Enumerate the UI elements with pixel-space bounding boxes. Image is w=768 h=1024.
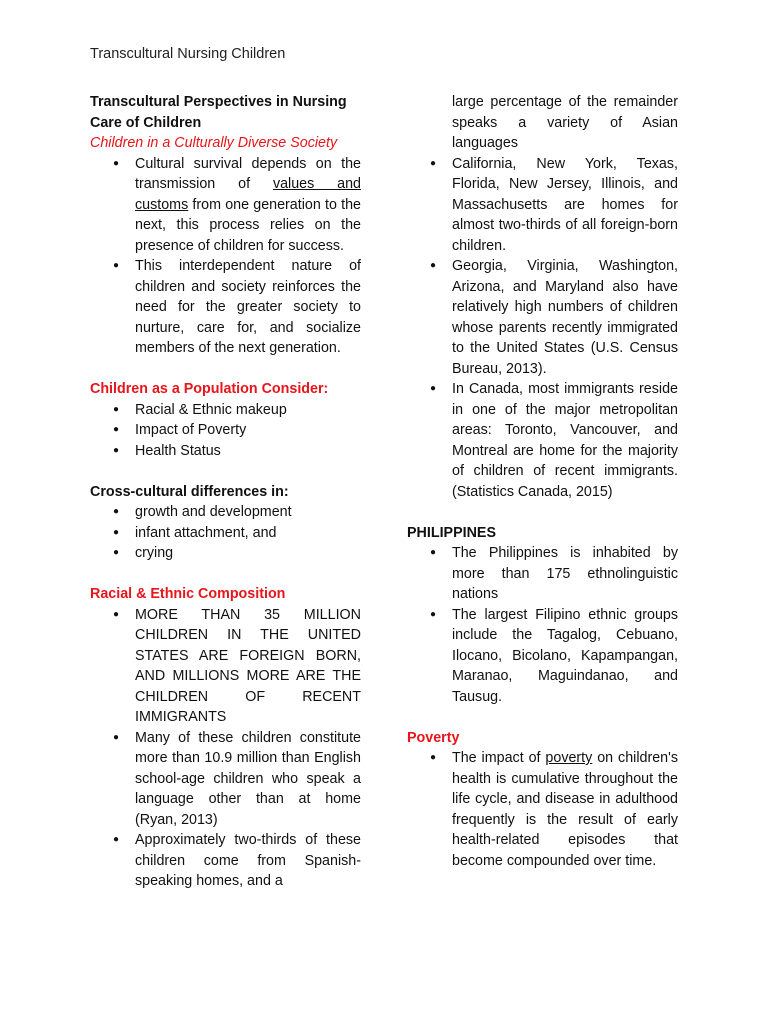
cross-cultural-list: [90, 502, 361, 564]
list-item-continuation: large percentage of the remainder speaks a variety of Asian languages: [452, 94, 678, 151]
list-item: ● This interdependent nature of children and society reinforces the need for the greater society to nurture, care for, and socialize members of the next generation.: [90, 256, 361, 359]
right-column: [407, 92, 678, 871]
cultural-survival-list: [90, 154, 361, 359]
list-item: ● crying: [90, 543, 361, 564]
section-title-population: Children as a Population Consider:: [90, 381, 329, 397]
list-item: ● Racial & Ethnic makeup: [90, 400, 361, 421]
list-item: ● MORE THAN 35 MILLION CHILDREN IN THE UNITED STATES ARE FOREIGN BORN, AND MILLIONS MORE ARE THE CHILDREN OF RECENT IMMIGRANTS: [90, 605, 361, 728]
continued-list: [407, 92, 678, 502]
list-item: ● Impact of Poverty: [90, 420, 361, 441]
left-column: [90, 92, 361, 892]
population-list: [90, 400, 361, 462]
list-item: ● Health Status: [90, 441, 361, 462]
list-item: ● Many of these children constitute more than 10.9 million than English school-age children who speak a language other than at home (Ryan, 2013): [90, 728, 361, 831]
racial-ethnic-list: [90, 605, 361, 892]
list-item: [90, 154, 361, 257]
poverty-link: poverty: [545, 750, 593, 766]
list-item: ● Approximately two-thirds of these children come from Spanish-speaking homes, and a: [90, 830, 361, 892]
list-item: ● infant attachment, and: [90, 523, 361, 544]
page-header: Transcultural Nursing Children: [90, 46, 286, 62]
section-title-philippines: PHILIPPINES: [407, 524, 496, 541]
section-title-transcultural: Transcultural Perspectives in Nursing Care of Children: [90, 94, 347, 131]
list-item: ● The largest Filipino ethnic groups include the Tagalog, Cebuano, Ilocano, Bicolano, Kapampangan, Maranao, Maguindanao, and Tausug.: [407, 605, 678, 708]
bullet-text-post: on children's health is cumulative throughout the life cycle, and disease in adulthood frequently is the result of early health-related episodes that become compounded over time.: [452, 750, 678, 869]
philippines-list: [407, 543, 678, 707]
list-item: [407, 748, 678, 871]
poverty-list: [407, 748, 678, 871]
section-title-cross-cultural: Cross-cultural differences in:: [90, 483, 289, 500]
list-item: ● Georgia, Virginia, Washington, Arizona, and Maryland also have relatively high numbers of children whose parents recently immigrated to the United States (U.S. Census Bureau, 2013).: [407, 256, 678, 379]
subtitle-culturally-diverse: Children in a Culturally Diverse Society: [90, 135, 338, 151]
bullet-text-pre: Cultural survival depends on the transmission of: [135, 155, 361, 192]
section-title-racial-ethnic: Racial & Ethnic Composition: [90, 586, 286, 602]
list-item: ● The Philippines is inhabited by more than 175 ethnolinguistic nations: [407, 543, 678, 605]
list-item: ● In Canada, most immigrants reside in one of the major metropolitan areas: Toronto, Vancouver, and Montreal are home for the majority of children of recent immigrants. (Statistics Canada, 2015): [407, 379, 678, 502]
bullet-text-post: from one generation to the next, this process relies on the presence of children for success.: [135, 196, 361, 254]
section-title-poverty: Poverty: [407, 729, 460, 746]
list-item: ● growth and development: [90, 502, 361, 523]
bullet-text-pre: The impact of: [452, 750, 546, 766]
list-item: ● California, New York, Texas, Florida, New Jersey, Illinois, and Massachusetts are homes for almost two-thirds of all foreign-born children.: [407, 154, 678, 257]
values-customs-link: values and customs: [135, 176, 361, 213]
